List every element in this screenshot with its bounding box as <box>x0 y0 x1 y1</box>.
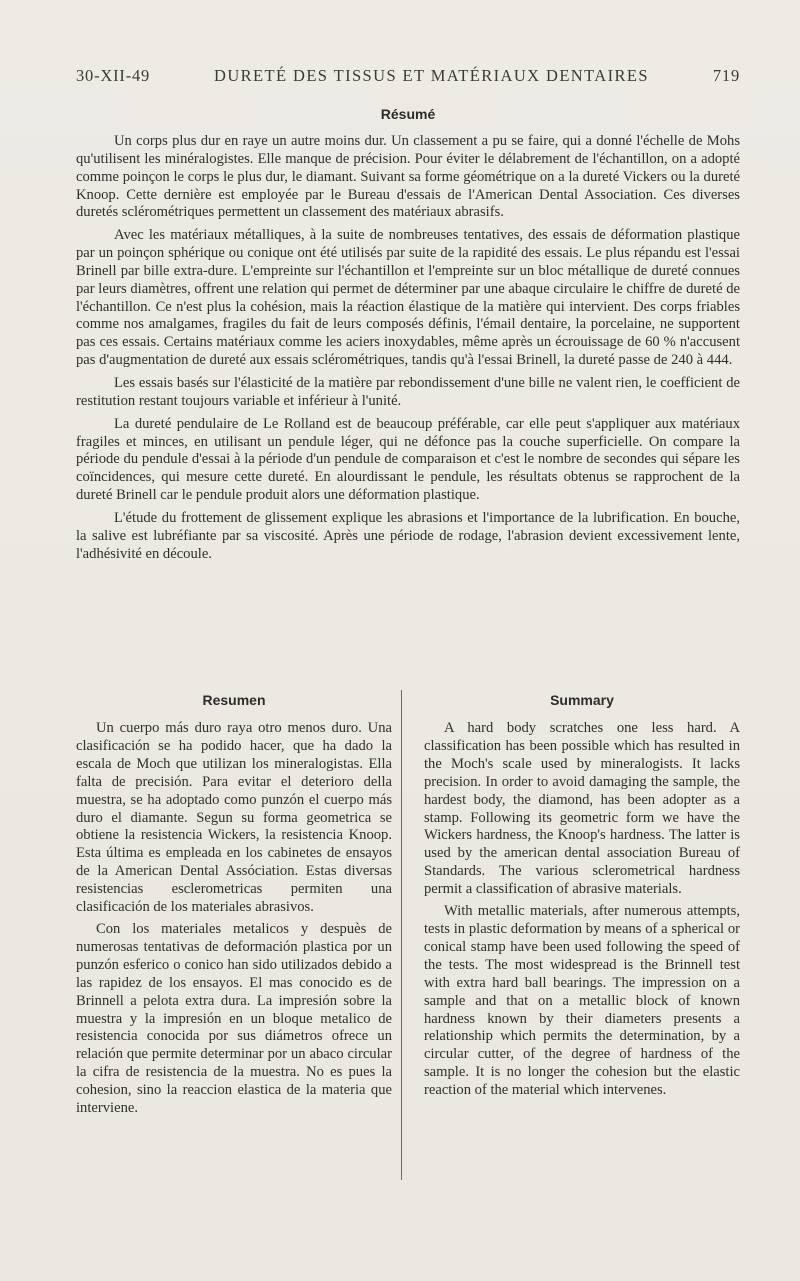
summary-body <box>424 720 740 1100</box>
summary-paragraph: With metallic materials, after numerous attempts, tests in plastic deformation by means of a spherical or conical stamp have been used following the speed of the tests. The most widespread is the Brinnell test with extra hard ball bearings. The impression on a sample and that on a metallic block of known hardness known by their diameters presents a relationship which permits the determination, by a circular cutter, of the degree of hardness of the sample. It is no longer the cohesion but the elastic reaction of the material which intervenes. <box>424 903 740 1099</box>
column-divider <box>401 690 402 1180</box>
header-date: 30-XII-49 <box>76 66 151 85</box>
resume-paragraph: La dureté pendulaire de Le Rolland est de beaucoup préférable, car elle peut s'appliquer aux matériaux fragiles et minces, en utilisant un pendule léger, qui ne défonce pas la couche superficielle. On compare la période du pendule d'essai à la période d'un pendule de comparaison et c'est le nombre de secondes qui sépare les coïncidences, qui mesure cette dureté. En alourdissant le pendule, les résultats obtenus se rapprochent de la dureté Brinell car le pendule produit alors une déformation plastique. <box>76 415 740 504</box>
running-head <box>76 66 740 86</box>
resume-paragraph: L'étude du frottement de glissement explique les abrasions et l'importance de la lubrification. En bouche, la salive est lubréfiante par sa viscosité. Après une période de rodage, l'abrasion devient excessivement lente, l'adhésivité en découle. <box>76 509 740 562</box>
summary-paragraph: A hard body scratches one less hard. A classification has been possible which has resulted in the Moch's scale used by mineralogists. It lacks precision. In order to avoid damaging the sample, the hardest body, the diamond, has been adopter as a stamp. Following its geometric form we have the Wickers hardness, the Knoop's hardness. The latter is used by the american dental association Bureau of Standards. The various sclerometrical hardness permit a classification of abrasive materials. <box>424 720 740 898</box>
two-column-summaries <box>76 692 740 1122</box>
page-number: 719 <box>712 66 740 85</box>
resume-paragraph: Un corps plus dur en raye un autre moins dur. Un classement a pu se faire, qui a donné l'échelle de Mohs qu'utilisent les minéralogistes. Elle manque de précision. Pour éviter le délabrement de l'échantillon, on a adopté comme poinçon le corps le plus dur, le diamant. Suivant sa forme géométrique on a la dureté Vickers ou la dureté Knoop. Cette dernière est employée par le Bureau d'essais de l'American Dental Association. Ces diverses duretés sclérométriques permettent un classement des matériaux abrasifs. <box>76 133 740 221</box>
resume-paragraph: Avec les matériaux métalliques, à la suite de nombreuses tentatives, des essais de déformation plastique par un poinçon sphérique ou conique ont été utilisés par suite de la rapidité des essais. Le plus répandu est l'essai Brinell par bille extra-dure. L'empreinte sur l'échantillon et l'empreinte sur un bloc métallique de dureté connues par leurs diamètres, offrent une relation qui permet de déterminer par une abaque circulaire le chiffre de dureté de l'échantillon. Ce n'est plus la cohésion, mais la réaction élastique de la matière qui intervient. Des corps friables comme nos amalgames, fragiles du fait de leurs composés définis, l'émail dentaire, la porcelaine, ne supportent pas ces essais. Certains matériaux comme les aciers inoxydables, même après un écrouissage de 60 % n'accusent pas d'augmentation de dureté aux essais sclérométriques, tandis qu'à l'essai Brinell, la dureté passe de 240 à 444. <box>76 227 740 369</box>
resumen-heading: Resumen <box>202 692 266 708</box>
resumen-paragraph: Con los materiales metalicos y despuès de numerosas tentativas de deformación plastica por un punzón esferico o conico han sido utilizados debido a las rapidez de los ensayos. El mas conocido es de Brinnell a pelota extra dura. La impresión sobre la muestra y la impresión en un bloque metalico de resistencia conocida por sus diámetros ofrece un relación que permite determinar por un abaco circular la cifra de resistencia de la muestra. No es pues la cohesion, sino la reaccion elastica de la materia que interviene. <box>76 920 392 1117</box>
resumen-paragraph: Un cuerpo más duro raya otro menos duro. Una clasificación se ha podido hacer, que ha dado la escala de Moch que utilizan los mineralogistas. Ella falta de precisión. Para evitar el deterioro della muestra, se ha adoptado como punzón el cuerpo más duro el diamante. Segun su forma geometrica se obtiene la resistencia Wickers, la resistencia Knoop. Esta última es empleada en los cabinetes de ensayos de la American Dental Assóciation. Estas diversas resistencias esclerometricas permiten una clasificación de los materiales abrasivos. <box>76 720 392 916</box>
resume-heading: Résumé <box>380 106 436 122</box>
summary-heading: Summary <box>550 692 614 708</box>
resume-body <box>76 133 740 568</box>
header-title: DURETÉ DES TISSUS ET MATÉRIAUX DENTAIRES <box>214 66 649 85</box>
resumen-column <box>76 692 392 1122</box>
resume-paragraph: Les essais basés sur l'élasticité de la matière par rebondissement d'une bille ne valent rien, le coefficient de restitution restant toujours variable et inférieur à l'unité. <box>76 374 740 409</box>
summary-column <box>424 692 740 1122</box>
resumen-body <box>76 720 392 1118</box>
